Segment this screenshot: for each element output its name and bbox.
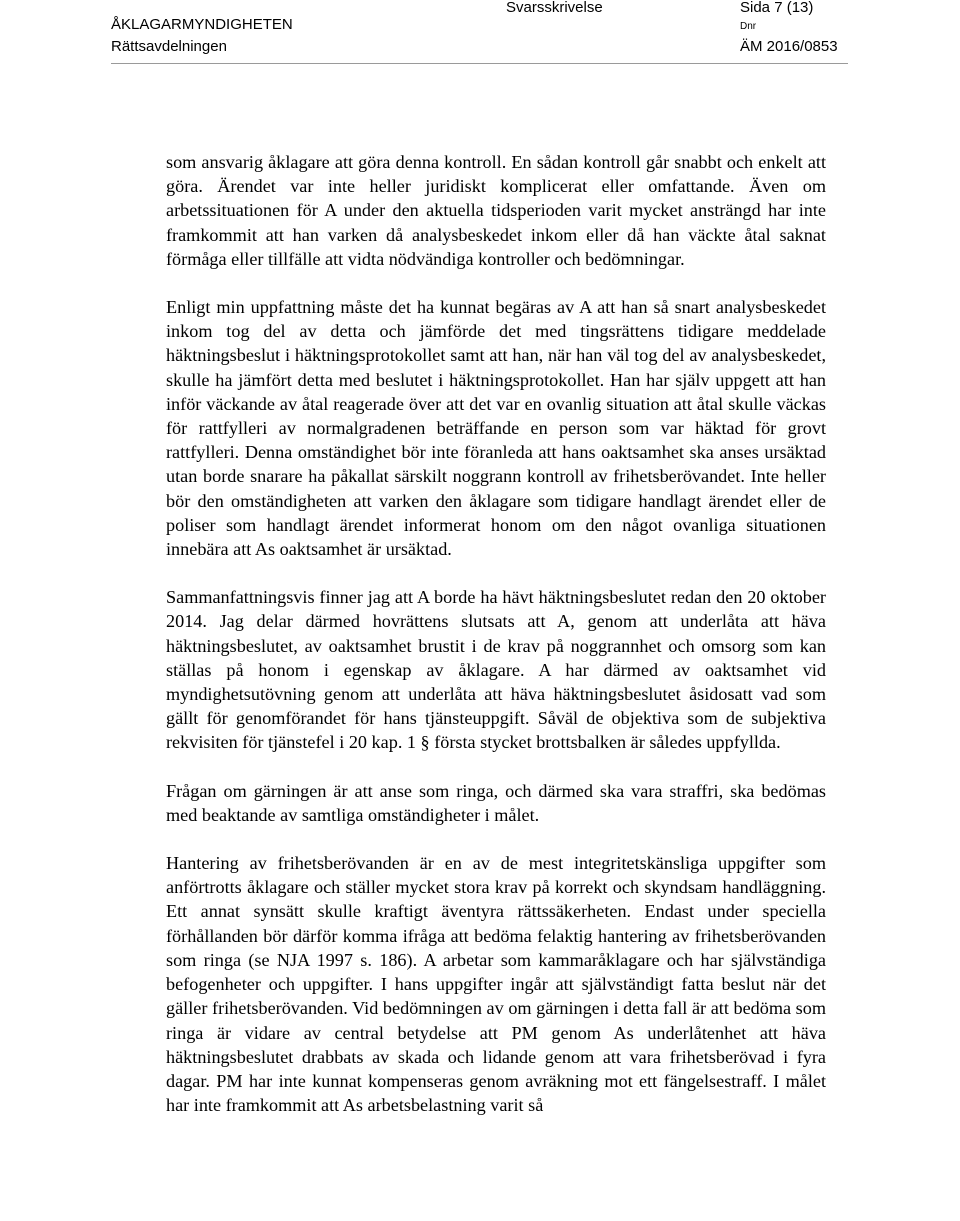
organization-name: ÅKLAGARMYNDIGHETEN	[111, 16, 293, 33]
document-body	[166, 150, 826, 1141]
dnr-label: Dnr	[740, 21, 757, 32]
paragraph-3: Sammanfattningsvis finner jag att A borde ha hävt häktningsbeslutet redan den 20 oktober 2014. Jag delar därmed hovrättens slutsats att A, genom att underlåta att häva häktningsbeslutet, av oaktsamhet brustit i de krav på noggrannhet och omsorg som kan ställas på honom i egenskap av åklagare. A har därmed av oaktsamhet vid myndighetsutövning genom att underlåta att häva häktningsbeslutet åsidosatt vad som gällt för genomförandet för hans tjänsteuppgift. Såväl de objektiva som de subjektiva rekvisiten för tjänstefel i 20 kap. 1 § första stycket brottsbalken är således uppfyllda.	[166, 587, 826, 753]
header-divider	[111, 63, 848, 64]
page-number: Sida 7 (13)	[740, 0, 814, 16]
paragraph-4: Frågan om gärningen är att anse som ringa, och därmed ska vara straffri, ska bedömas med beaktande av samtliga omständigheter i målet.	[166, 780, 826, 825]
paragraph-1: som ansvarig åklagare att göra denna kontroll. En sådan kontroll går snabbt och enkelt att göra. Ärendet var inte heller juridiskt komplicerat eller omfattande. Även om arbetssituationen för A under den aktuella tidsperioden varit mycket ansträngd har inte framkommit att han varken då analysbeskedet inkom eller då han väckte åtal saknat förmåga eller tillfälle att vidta nödvändiga kontroller och bedömningar.	[166, 152, 826, 269]
case-number: ÄM 2016/0853	[740, 38, 838, 55]
page-header	[0, 0, 960, 66]
department-name: Rättsavdelningen	[111, 38, 227, 55]
paragraph-2: Enligt min uppfattning måste det ha kunnat begäras av A att han så snart analysbeskedet inkom tog del av detta och jämförde det med tingsrättens tidigare meddelade häktningsbeslut i häktningsprotokollet samt att han, när han väl tog del av analysbeskedet, skulle ha jämfört detta med beslutet i häktningsprotokollet. Han har själv uppgett att han inför väckande av åtal reagerade över att det var en ovanlig situation att åtal skulle väckas för rattfylleri av normalgradenen beträffande en person som var häktad för grovt rattfylleri. Denna omständighet bör inte föranleda att hans oaktsamhet ska anses ursäktad utan borde snarare ha påkallat särskilt noggrann kontroll av frihetsberövandet. Inte heller bör den omständigheten att varken den åklagare som tidigare handlagt ärendet eller de poliser som handlagt ärendet informerat honom om den något ovanliga situationen innebära att As oaktsamhet är ursäktad.	[166, 297, 826, 560]
document-type: Svarsskrivelse	[506, 0, 603, 16]
paragraph-5: Hantering av frihetsberövanden är en av de mest integritetskänsliga uppgifter som anförtrotts åklagare och ställer mycket stora krav på korrekt och skyndsam handläggning. Ett annat synsätt skulle kraftigt äventyra rättssäkerheten. Endast under speciella förhållanden bör därför komma ifråga att bedöma felaktig hantering av frihetsberövanden som ringa (se NJA 1997 s. 186). A arbetar som kammaråklagare och har självständiga befogenheter och uppgifter. I hans uppgifter ingår att självständigt fatta beslut när det gäller frihetsberövanden. Vid bedömningen av om gärningen i detta fall är att bedöma som ringa är vidare av central betydelse att PM genom As underlåtenhet att häva häktningsbeslutet drabbats av skada och lidande genom att vara frihetsberövad i fyra dagar. PM har inte kunnat kompenseras genom avräkning mot ett fängelsestraff. I målet har inte framkommit att As arbetsbelastning varit så	[166, 853, 826, 1116]
